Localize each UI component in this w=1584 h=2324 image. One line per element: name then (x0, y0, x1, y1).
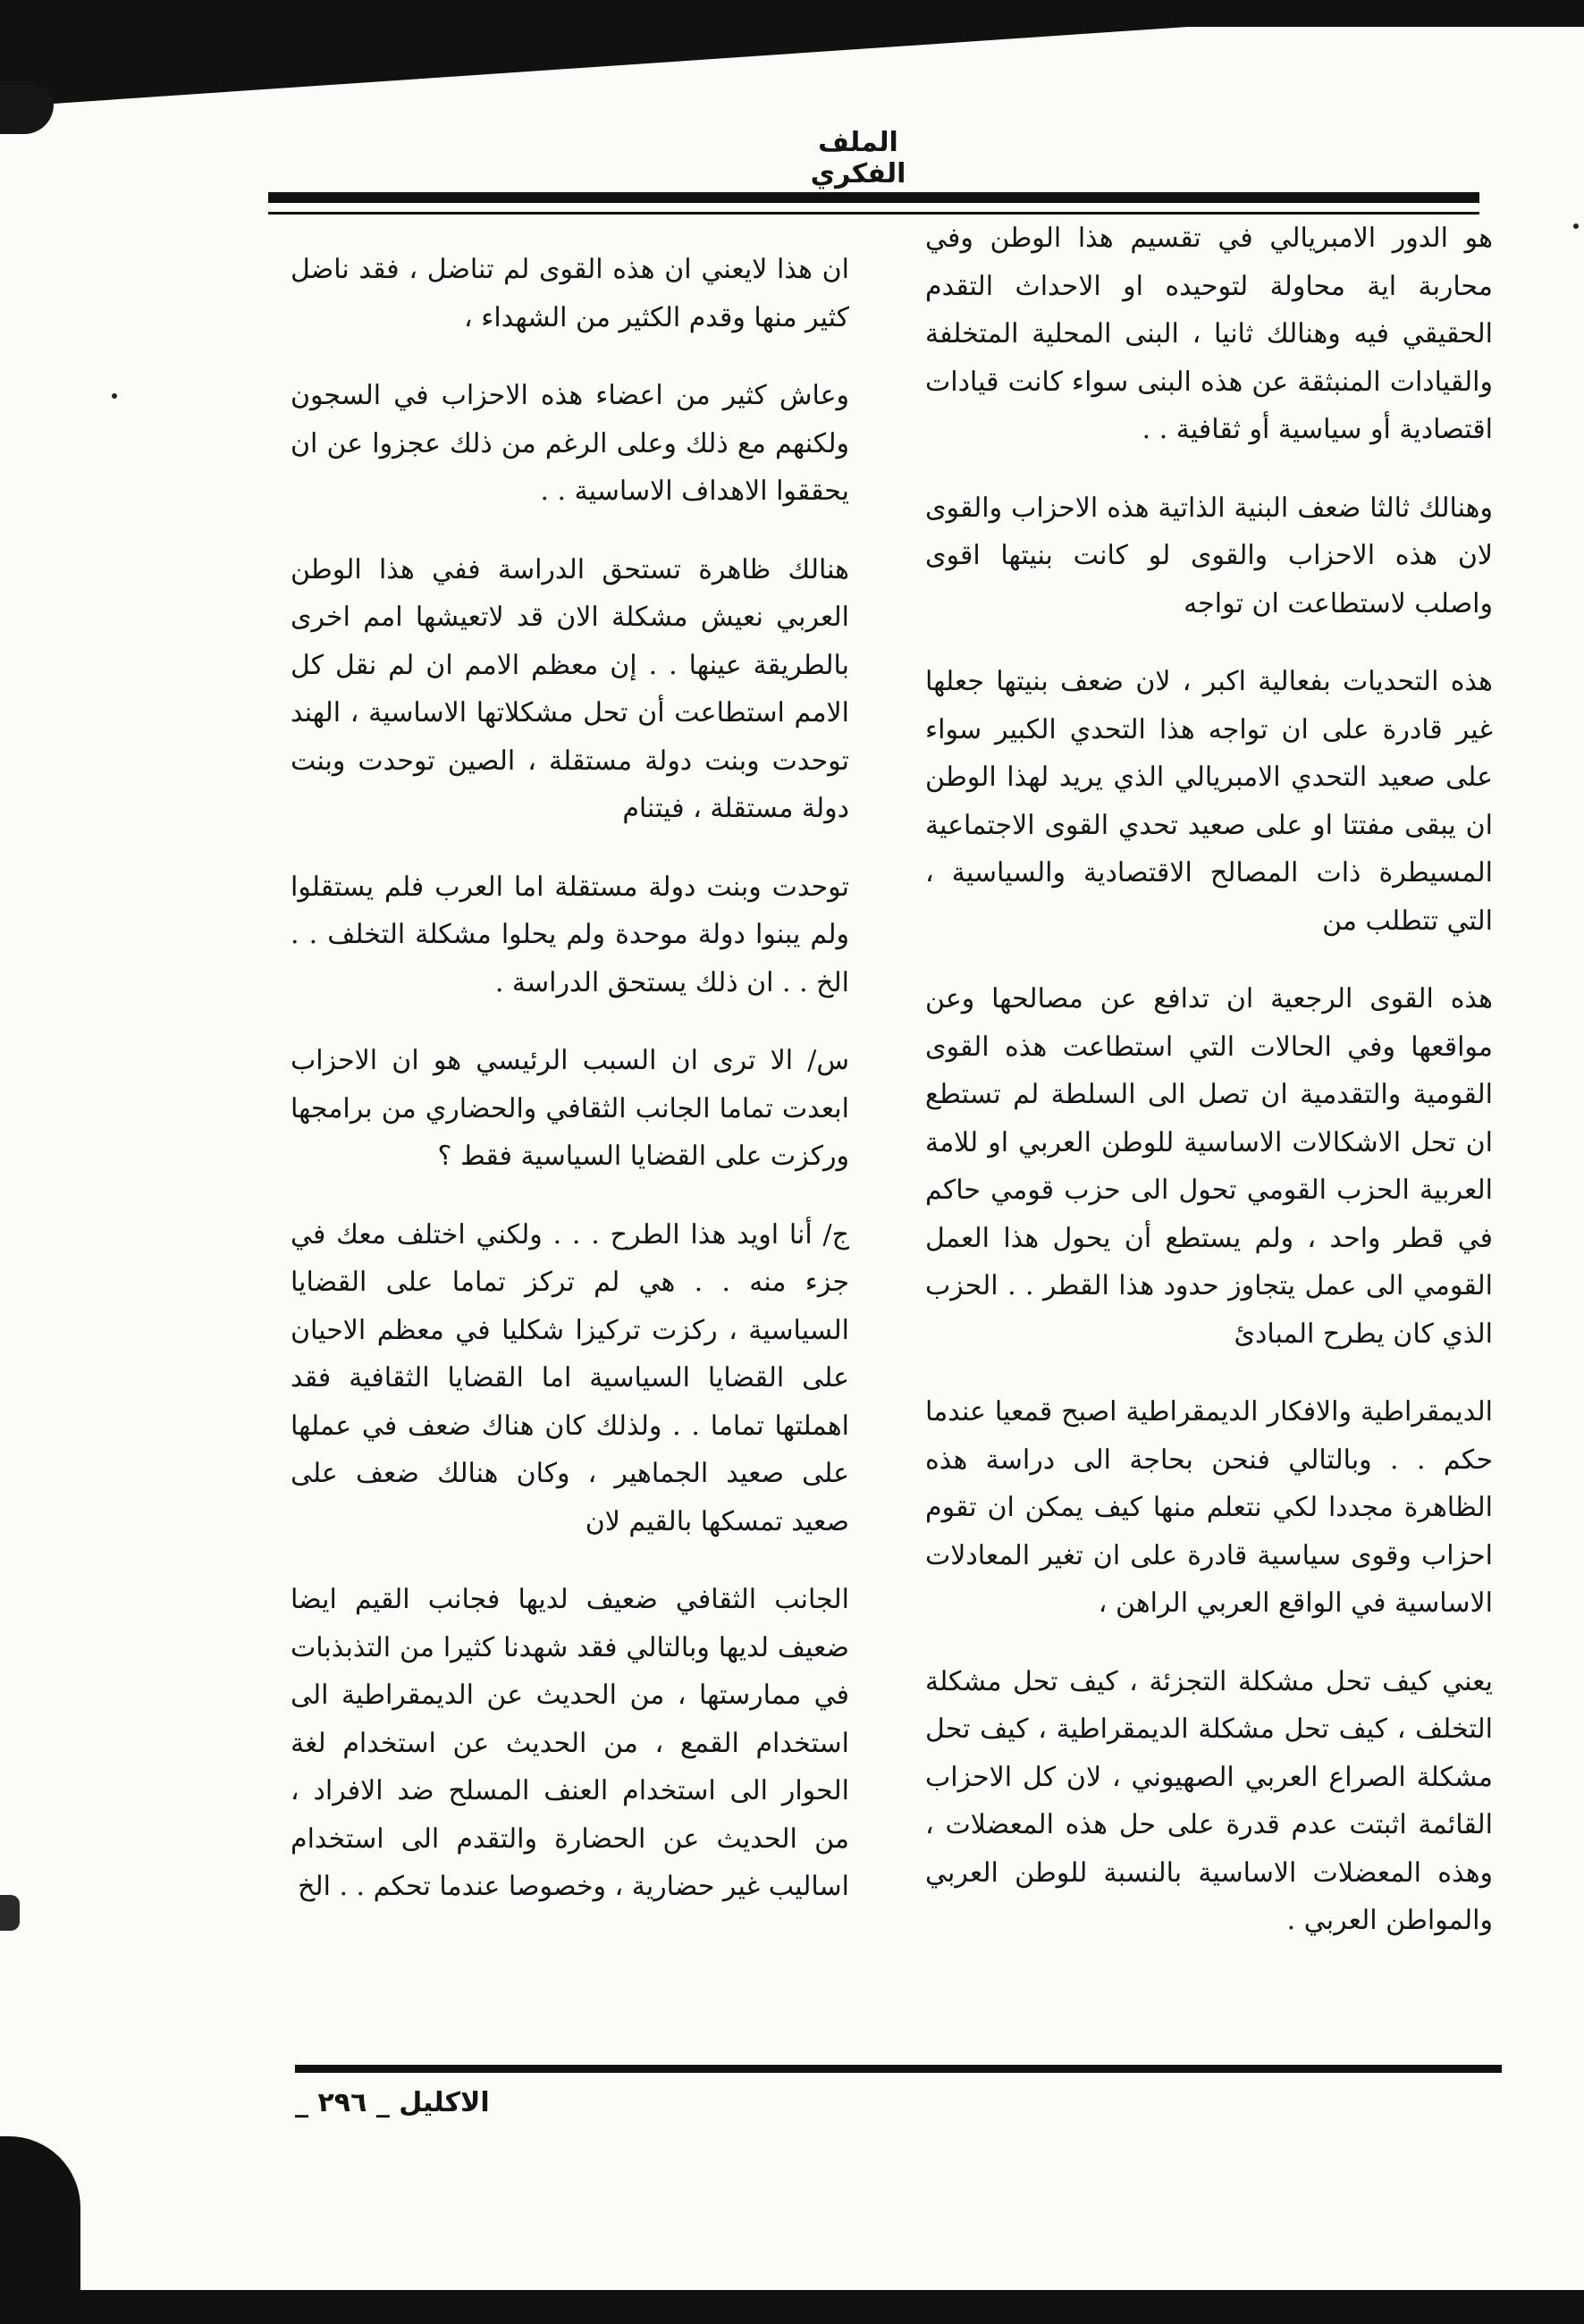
paragraph: هنالك ظاهرة تستحق الدراسة ففي هذا الوطن العربي نعيش مشكلة الان قد لاتعيشها امم اخرى بالطريقة عينها . . إن معظم الامم ان لم نقل كل الامم استطاعت أن تحل مشكلاتها الاساسية ، الهند توحدت وبنت دولة مستقلة ، الصين توحدت وبنت دولة مستقلة ، فيتنام (291, 553, 849, 824)
text-column-right (925, 215, 1493, 1945)
paragraph: توحدت وبنت دولة مستقلة اما العرب فلم يستقلوا ولم يبنوا دولة موحدة ولم يحلوا مشكلة التخلف . . الخ . . ان ذلك يستحق الدراسة . (291, 871, 849, 998)
paragraph: هذه القوى الرجعية ان تدافع عن مصالحها وعن مواقعها وفي الحالات التي استطاعت هذه القوى القومية والتقدمية ان تصل الى السلطة لم تستطع ان تحل الاشكالات الاساسية للوطن العربي او للامة العربية الحزب القومي تحول الى حزب قومي حاكم في قطر واحد ، ولم يستطع أن يحول هذا العمل القومي الى عمل يتجاوز حدود هذا القطر . . الحزب الذي كان يطرح المبادئ (925, 983, 1493, 1350)
page-folio: الاكليل _ ٢٩٦ _ (295, 2087, 490, 2118)
paragraph: هو الدور الامبريالي في تقسيم هذا الوطن وفي محاربة اية محاولة لتوحيده او الاحداث التقدم الحقيقي فيه وهنالك ثانيا ، البنى المحلية المتخلفة والقيادات المنبثقة عن هذه البنى سواء كانت قيادات اقتصادية أو سياسية أو ثقافية . . (925, 223, 1493, 445)
scan-mark-left-notch (0, 1895, 20, 1931)
paragraph: س/ الا ترى ان السبب الرئيسي هو ان الاحزاب ابعدت تماما الجانب الثقافي والحضاري من برامجها وركزت على القضايا السياسية فقط ؟ (291, 1045, 849, 1172)
paragraph: يعني كيف تحل مشكلة التجزئة ، كيف تحل مشكلة التخلف ، كيف تحل مشكلة الديمقراطية ، كيف تحل مشكلة الصراع العربي الصهيوني ، لان كل الاحزاب القائمة اثبتت عدم قدرة على حل هذه المعضلات ، وهذه المعضلات الاساسية بالنسبة للوطن العربي والمواطن العربي . (925, 1665, 1493, 1936)
paragraph: الديمقراطية والافكار الديمقراطية اصبح قمعيا عندما حكم . . وبالتالي فنحن بحاجة الى دراسة هذه الظاهرة مجددا لكي نتعلم منها كيف يمكن ان تقوم احزاب وقوى سياسية قادرة على ان تغير المعادلات الاساسية في الواقع العربي الراهن ، (925, 1396, 1493, 1619)
scan-border-bottom (0, 2290, 1584, 2324)
scan-shadow-top (0, 0, 1584, 107)
paragraph: هذه التحديات بفعالية اكبر ، لان ضعف بنيتها جعلها غير قادرة على ان تواجه هذا التحدي الكبير سواء على صعيد التحدي الامبريالي الذي يريد لهذا الوطن ان يبقى مفتتا او على صعيد تحدي القوى الاجتماعية المسيطرة ذات المصالح الاقتصادية والسياسية ، التي تتطلب من (925, 666, 1493, 937)
paragraph: ان هذا لايعني ان هذه القوى لم تناضل ، فقد ناضل كثير منها وقدم الكثير من الشهداء ، (291, 254, 849, 333)
paragraph: وهنالك ثالثا ضعف البنية الذاتية هذه الاحزاب والقوى لان هذه الاحزاب والقوى لو كانت بنيتها اقوى واصلب لاستطاعت ان تواجه (925, 492, 1493, 619)
footer-rule (295, 2065, 1502, 2073)
scan-speck (1573, 223, 1579, 229)
paragraph: وعاش كثير من اعضاء هذه الاحزاب في السجون ولكنهم مع ذلك وعلى الرغم من ذلك عجزوا عن ان يحققوا الاهداف الاساسية . . (291, 380, 849, 507)
paragraph: ج/ أنا اويد هذا الطرح . . . ولكني اختلف معك في جزء منه . . هي لم تركز تماما على القضايا السياسية ، ركزت تركيزا شكليا في معظم الاحيان على القضايا السياسية اما القضايا الثقافية فقد اهملتها تماما . . ولذلك كان هناك ضعف في عملها على صعيد الجماهير ، وكان هنالك ضعف على صعيد تمسكها بالقيم لان (291, 1218, 849, 1537)
running-head: الملف الفكري (810, 127, 906, 189)
scan-speck (112, 393, 117, 399)
header-rule-thick (268, 192, 1479, 203)
scan-mark-left (0, 85, 54, 134)
text-column-left (291, 246, 849, 1911)
paragraph: الجانب الثقافي ضعيف لديها فجانب القيم ايضا ضعيف لديها وبالتالي فقد شهدنا كثيرا من التذبذبات في ممارستها ، من الحديث عن الديمقراطية الى استخدام القمع ، من الحديث عن استخدام لغة الحوار الى استخدام العنف المسلح ضد الافراد ، من الحديث عن الحضارة والتقدم الى استخدام اساليب غير حضارية ، وخصوصا عندما تحكم . . الخ (291, 1584, 849, 1902)
